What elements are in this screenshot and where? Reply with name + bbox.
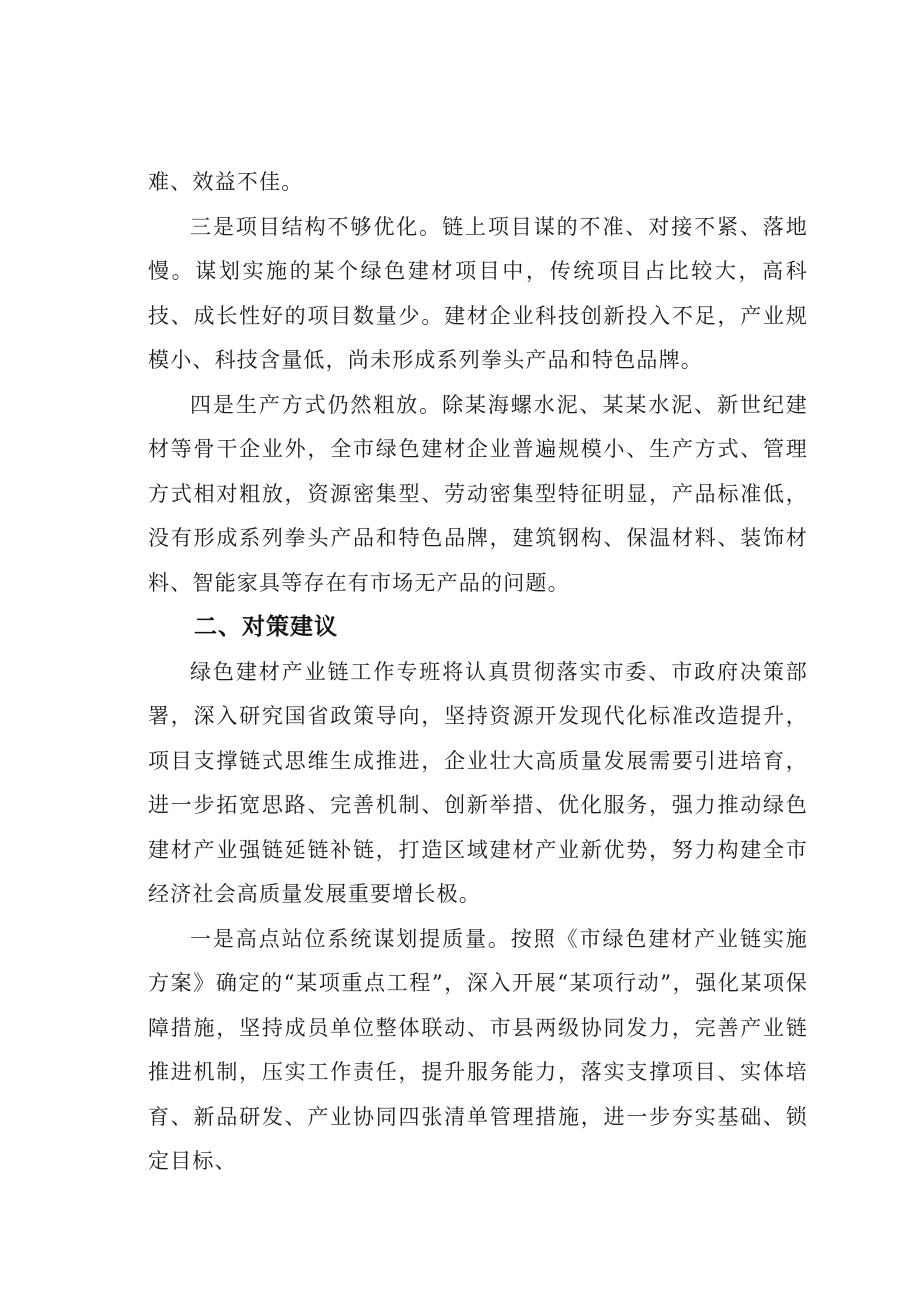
paragraph-project-structure: 三是项目结构不够优化。链上项目谋的不准、对接不紧、落地慢。谋划实施的某个绿色建材项目中，传统项目占比较大，高科技、成长性好的项目数量少。建材企业科技创新投入不足，产业规模小、科技含量低，尚未形成系列拳头产品和特色品牌。	[148, 214, 808, 372]
paragraph-planning-quality: 一是高点站位系统谋划提质量。按照《市绿色建材产业链实施方案》确定的“某项重点工程”，深入开展“某项行动”，强化某项保障措施，坚持成员单位整体联动、市县两级协同发力，完善产业链推进机制，压实工作责任，提升服务能力，落实支撑项目、实体培育、新品研发、产业协同四张清单管理措施，进一步夯实基础、锁定目标、	[148, 926, 808, 1173]
paragraph-production-mode: 四是生产方式仍然粗放。除某海螺水泥、某某水泥、新世纪建材等骨干企业外，全市绿色建材企业普遍规模小、生产方式、管理方式相对粗放，资源密集型、劳动密集型特征明显，产品标准低，没有形成系列拳头产品和特色品牌，建筑钢构、保温材料、装饰材料、智能家具等存在有市场无产品的问题。	[148, 392, 808, 595]
paragraph-continuation: 难、效益不佳。	[148, 170, 304, 194]
section-heading-countermeasures: 二、对策建议	[194, 614, 338, 640]
paragraph-countermeasures-intro: 绿色建材产业链工作专班将认真贯彻落实市委、市政府决策部署，深入研究国省政策导向，坚持资源开发现代化标准改造提升，项目支撑链式思维生成推进，企业壮大高质量发展需要引进培育，进一步拓宽思路、完善机制、创新举措、优化服务，强力推动绿色建材产业强链延链补链，打造区域建材产业新优势，努力构建全市经济社会高质量发展重要增长极。	[148, 659, 808, 906]
document-body	[148, 160, 808, 1184]
